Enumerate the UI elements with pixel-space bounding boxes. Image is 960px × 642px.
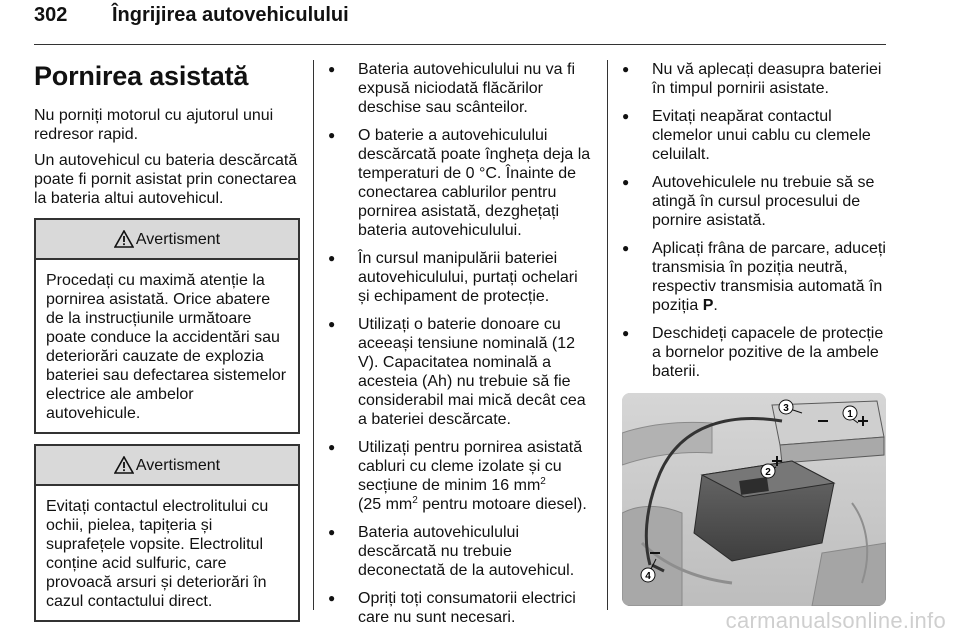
- list-item: [328, 438, 593, 514]
- warning-label: Avertisment: [135, 456, 221, 474]
- column-3: [622, 60, 887, 606]
- svg-text:2: 2: [765, 467, 771, 478]
- warning-header: [36, 220, 298, 260]
- bullet-list: [622, 60, 887, 381]
- list-item: ● Bateria autovehiculului descărcată nu trebuie deconectată de la autovehicul.: [328, 523, 593, 580]
- battery-illustration: [622, 393, 886, 606]
- warning-triangle-icon: [114, 456, 134, 474]
- superscript: 2: [412, 495, 418, 506]
- column-1: [34, 60, 300, 632]
- svg-text:4: 4: [645, 571, 651, 582]
- engine-bay-figure: [622, 393, 886, 606]
- column-2: [328, 60, 593, 636]
- callout-3: [779, 400, 793, 414]
- list-item: ● Bateria autovehiculului nu va fi expusă niciodată flăcărilor deschise sau scânteilor.: [328, 60, 593, 117]
- list-item: ● Evitați neapărat contactul clemelor unui cablu cu clemele celuilalt.: [622, 107, 887, 164]
- intro-paragraph-2: Un autovehicul cu bateria descărcată poate fi pornit asistat prin conectarea la bateria altui autovehicul.: [34, 152, 298, 207]
- bullet-list: [328, 60, 593, 627]
- column-divider-1: [313, 60, 314, 610]
- list-item: ● Deschideți capacele de protecție a bornelor pozitive de la ambele baterii.: [622, 324, 887, 381]
- callout-4: [641, 568, 655, 582]
- column-divider-2: [607, 60, 608, 610]
- warning-triangle-icon: [114, 230, 134, 248]
- warning-text: Evitați contactul electrolitului cu ochii, pielea, tapițeria și suprafețele vopsite. Electrolitul conține acid sulfuric, care provoacă arsuri și deteriorări în cazul contactului direct.: [46, 498, 269, 610]
- list-item: ● Nu vă aplecați deasupra bateriei în timpul pornirii asistate.: [622, 60, 887, 98]
- running-header-title: Îngrijirea autovehiculului: [112, 4, 349, 26]
- svg-text:1: 1: [847, 409, 853, 420]
- intro-paragraph-1: Nu porniți motorul cu ajutorul unui redresor rapid.: [34, 107, 274, 143]
- list-item: ● Utilizați o baterie donoare cu aceeași tensiune nominală (12 V). Capacitatea nominală a acesteia (Ah) nu trebuie să fie considerabil mai mică decât cea a bateriei descărcate.: [328, 315, 593, 429]
- svg-text:3: 3: [783, 403, 789, 414]
- list-item: ● Autovehiculele nu trebuie să se atingă în cursul procesului de pornire asistată.: [622, 173, 887, 230]
- warning-box-1: [34, 218, 300, 434]
- warning-text: Procedați cu maximă atenție la pornirea asistată. Orice abatere de la instrucțiunile următoare poate conduce la accidentări sau deteriorări cauzate de explozia bateriei sau defectarea sistemelor electrice ale ambelor autovehicule.: [46, 272, 287, 422]
- list-item: ● În cursul manipulării bateriei autovehiculului, purtați ochelari și echipament de protecție.: [328, 249, 593, 306]
- warning-label: Avertisment: [135, 230, 221, 248]
- page-number: 302: [34, 4, 68, 26]
- header-rule: [34, 44, 886, 45]
- park-position: P: [702, 297, 714, 314]
- cable-text-3: pentru motoare diesel).: [417, 496, 587, 513]
- cable-text-1: Utilizați pentru pornirea asistată cabluri cu cleme izolate și cu secțiune de minim 16 mm: [358, 439, 583, 494]
- list-item: ● O baterie a autovehiculului descărcată poate îngheța deja la temperaturi de 0 °C. Înainte de conectarea cablurilor pentru pornirea asistată, dezghețați bateria autovehiculului.: [328, 126, 593, 240]
- warning-header: [36, 446, 298, 486]
- park-text: Aplicați frâna de parcare, aduceți transmisia în poziția neutră, respectiv transmisia automată în poziția: [652, 240, 886, 314]
- callout-1: [843, 406, 857, 420]
- warning-box-2: [34, 444, 300, 622]
- park-end: .: [713, 297, 718, 314]
- callout-2: [761, 464, 775, 478]
- cable-text-2: (25 mm: [358, 496, 413, 513]
- section-title: Pornirea asistată: [34, 61, 249, 91]
- watermark: carmanualsonline.info: [725, 608, 946, 633]
- superscript: 2: [540, 476, 546, 487]
- list-item: [622, 239, 887, 315]
- list-item: ● Opriți toți consumatorii electrici care nu sunt necesari.: [328, 589, 593, 627]
